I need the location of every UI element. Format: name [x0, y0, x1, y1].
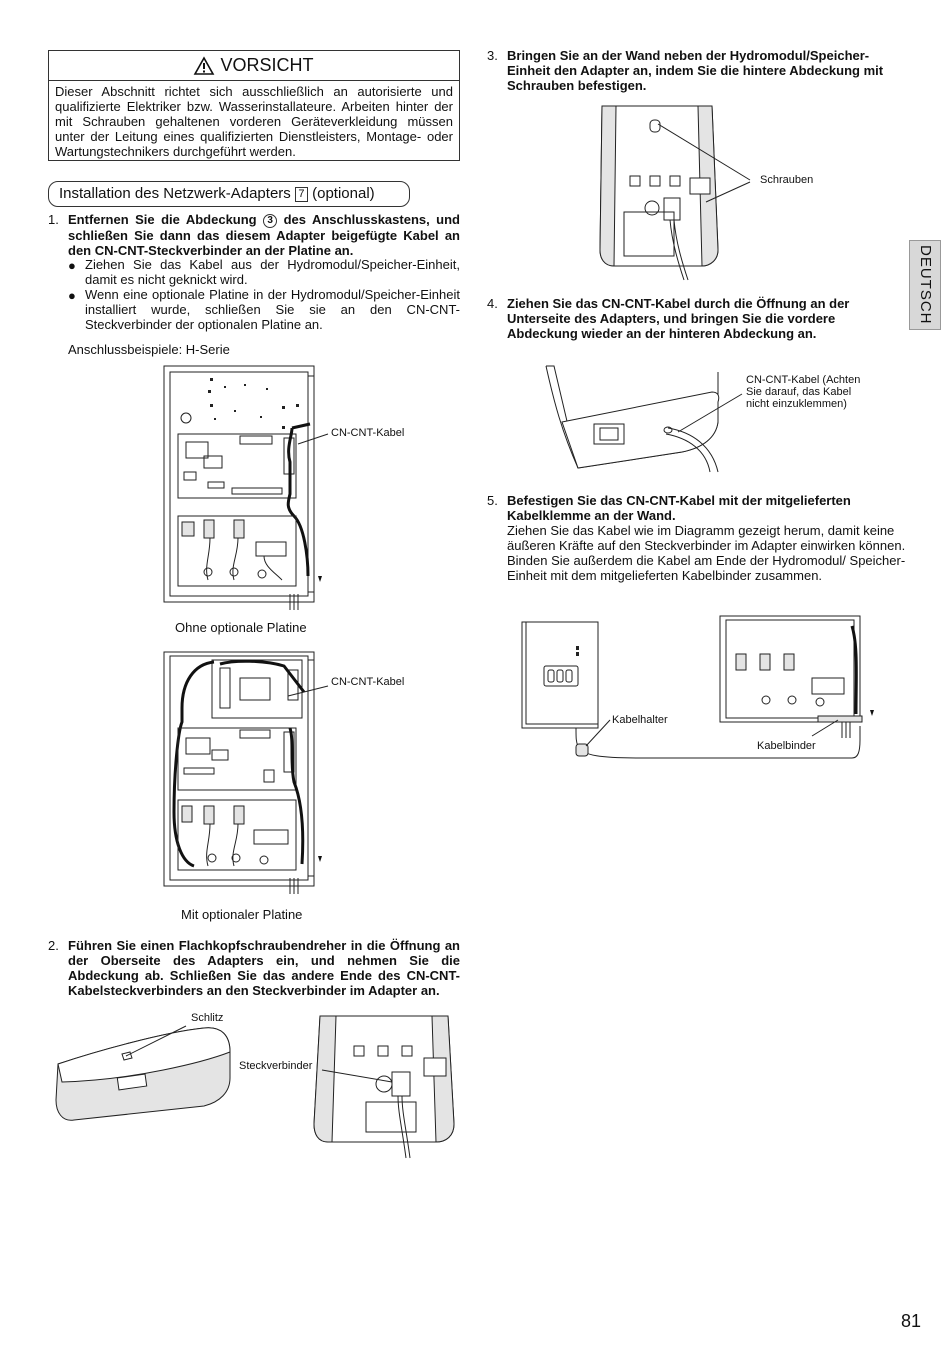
fig1-caption: Ohne optionale Platine — [175, 620, 307, 635]
section-title-suffix: (optional) — [312, 185, 375, 202]
language-tab: DEUTSCH — [909, 240, 941, 330]
wall-mount-figure — [522, 616, 882, 768]
step1-circle-number: 3 — [263, 214, 277, 228]
connector-label: Steckverbinder — [239, 1060, 313, 1072]
board-figure-with-option — [164, 652, 324, 896]
step4-text: Ziehen Sie das CN-CNT-Kabel durch die Öffnung an der Unterseite des Adapters, und bringen Sie die vordere Abdeckung wieder an der hinteren Abdeckung an. — [507, 296, 850, 341]
step2-text: Führen Sie einen Flachkopfschraubendreher in die Öffnung an der Oberseite des Adapters ein, und nehmen Sie die Abdeckung ab. Schließen Sie das andere Ende des CN-CNT-Kabelsteckverbinders an den Steckverbinder im Adapter an. — [68, 938, 460, 998]
cable-tie-label: Kabelbinder — [757, 740, 816, 752]
step1-bullet-1: Ziehen Sie das Kabel aus der Hydromodul/Speicher-Einheit, damit es nicht geknickt wird. — [85, 257, 460, 287]
step2-number: 2. — [48, 938, 59, 953]
adapter-connector-figure — [306, 1012, 466, 1158]
page-number: 81 — [901, 1311, 922, 1331]
screws-label: Schrauben — [760, 174, 814, 186]
step1-bullet-2: Wenn eine optionale Platine in der Hydromodul/Speicher-Einheit installiert wurde, schließen Sie sie an den CN-CNT-Steckverbinder der optionalen Platine an. — [85, 287, 460, 332]
fig2-cable-label: CN-CNT-Kabel — [331, 676, 405, 688]
warning-icon — [194, 57, 214, 75]
fig1-cable-label: CN-CNT-Kabel — [331, 427, 405, 439]
step4-number: 4. — [487, 296, 498, 311]
caution-header — [49, 51, 459, 81]
caution-text: Dieser Abschnitt richtet sich ausschließlich an autorisierte und qualifizierte Elektriker bzw. Wasserinstallateure. Arbeiten hinter der mit Schrauben gehaltenen vorderen Geräteverkleidung müssen unter der Leitung eines qualifizierten Dienstleisters, Montage- oder Wartungstechnikers durchgeführt werden. — [55, 84, 453, 159]
step5-number: 5. — [487, 493, 498, 508]
step5-text — [507, 493, 907, 583]
step3-number: 3. — [487, 48, 498, 63]
fig2-caption: Mit optionaler Platine — [181, 907, 303, 922]
step5-text-bold: Befestigen Sie das CN-CNT-Kabel mit der mitgelieferten Kabelklemme an der Wand. — [507, 493, 851, 523]
board-figure-no-option — [164, 366, 324, 612]
step1-text-a: Entfernen Sie die Abdeckung — [68, 212, 257, 227]
section-title — [48, 181, 410, 207]
bullet-dot-icon: ● — [68, 258, 76, 273]
caution-box — [48, 50, 460, 161]
bullet-dot-icon: ● — [68, 288, 76, 303]
adapter-back-cover-figure — [594, 102, 754, 280]
step3-text: Bringen Sie an der Wand neben der Hydromodul/Speicher-Einheit den Adapter an, indem Sie die hintere Abdeckung mit Schrauben befestigen. — [507, 48, 884, 93]
adapter-bottom-figure — [542, 362, 742, 472]
adapter-cover-figure — [54, 1022, 234, 1124]
cable-holder-label: Kabelhalter — [612, 714, 668, 726]
step5-text-2: Binden Sie außerdem die Kabel am Ende der Hydromodul/ Speicher-Einheit mit dem mitgelieferten Kabelbinder zusammen. — [507, 553, 906, 583]
cn-cnt-cable-note: CN-CNT-Kabel (Achten Sie darauf, das Kabel nicht einzuklemmen) — [746, 374, 861, 410]
section-box-number: 7 — [295, 187, 308, 202]
step1-text — [68, 212, 460, 258]
step1-number: 1. — [48, 212, 59, 227]
slot-label: Schlitz — [191, 1012, 224, 1024]
examples-label: Anschlussbeispiele: H-Serie — [68, 342, 230, 357]
caution-title: VORSICHT — [220, 55, 314, 75]
step5-text-1: Ziehen Sie das Kabel wie im Diagramm gezeigt herum, damit keine äußeren Kräfte auf den Steckverbinder im Adapter einwirken können. — [507, 523, 906, 553]
step1-text-b: des Anschlusskastens, und schließen Sie dann das diesem Adapter beigefügte Kabel an den CN-CNT-Steckverbinder an der Platine an. — [68, 212, 461, 258]
section-title-text: Installation des Netzwerk-Adapters — [59, 185, 291, 202]
